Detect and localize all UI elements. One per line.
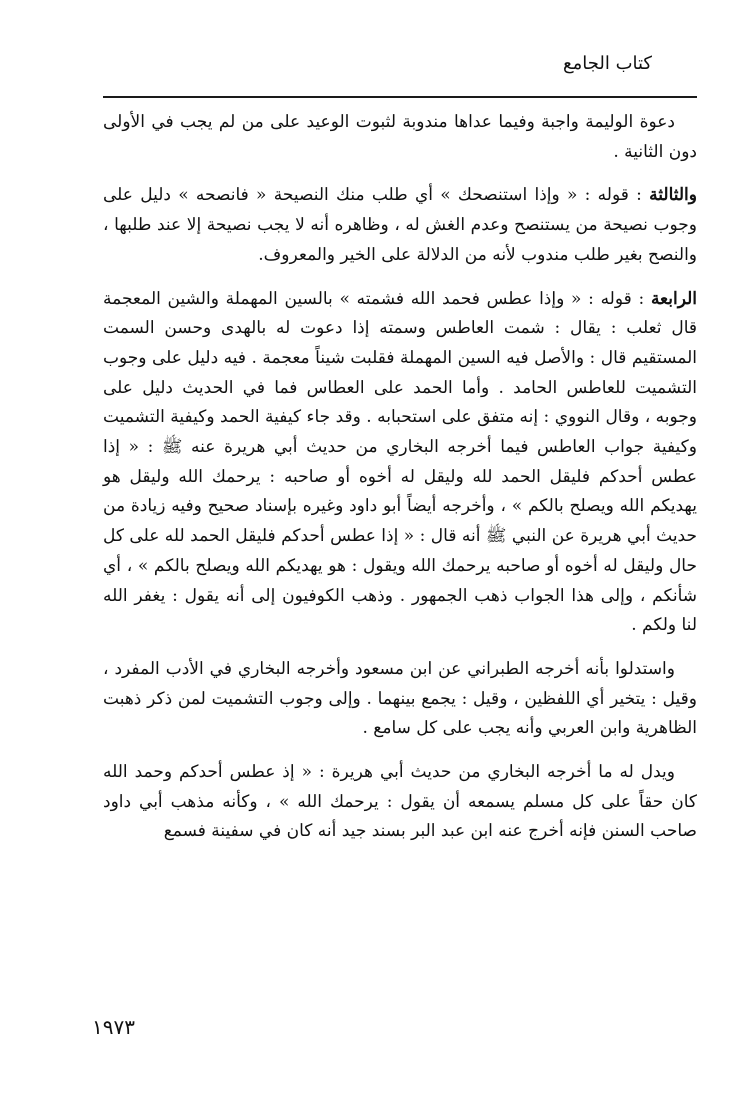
page-number: ١٩٧٣	[92, 1015, 135, 1039]
paragraph-1	[103, 108, 697, 167]
running-header-title: كتاب الجامع	[563, 53, 652, 74]
paragraph-5	[103, 758, 697, 847]
paragraph-5-text: ويدل له ما أخرجه البخاري من حديث أبي هريرة : « إذ عطس أحدكم وحمد الله كان حقاً على كل مسلم يسمعه أن يقول : يرحمك الله » ، وكأنه مذهب أبي داود صاحب السنن فإنه أخرج عنه ابن عبد البر بسند جيد أنه كان في سفينة فسمع	[103, 762, 697, 842]
paragraph-3	[103, 285, 697, 641]
paragraph-2	[103, 181, 697, 270]
main-text-block	[103, 108, 697, 861]
paragraph-2-heading: والثالثة	[649, 185, 697, 206]
paragraph-2-text: : قوله : « وإذا استنصحك » أي طلب منك النصيحة « فانصحه » دليل على وجوب نصيحة من يستنصح وعدم الغش له ، وظاهره أنه لا يجب نصيحة إلا عند طلبها ، والنصح بغير طلب مندوب لأنه من الدلالة على الخير والمعروف.	[103, 185, 697, 265]
header-divider	[103, 96, 697, 98]
paragraph-4	[103, 655, 697, 744]
paragraph-3-heading: الرابعة	[650, 288, 697, 309]
paragraph-1-text: دعوة الوليمة واجبة وفيما عداها مندوبة لثبوت الوعيد على من لم يجب في الأولى دون الثانية .	[103, 112, 697, 162]
paragraph-3-text: : قوله : « وإذا عطس فحمد الله فشمته » بالسين المهملة والشين المعجمة قال ثعلب : يقال : شمت العاطس وسمته إذا دعوت له بالهدى وحسن السمت المستقيم قال : والأصل فيه السين المهملة فقلبت شيناً معجمة . فيه دليل على وجوب التشميت للعاطس الحامد . وأما الحمد على العطاس فما في الحديث دليل على وجوبه ، وقال النووي : إنه متفق على استحبابه . وقد جاء كيفية الحمد وكيفية التشميت وكيفية جواب العاطس فيما أخرجه البخاري من حديث أبي هريرة عنه ﷺ : « إذا عطس أحدكم فليقل الحمد لله وليقل له أخوه أو صاحبه : يرحمك الله وليقل هو يهديكم الله ويصلح بالكم » ، وأخرجه أيضاً أبو داود وغيره بإسناد صحيح وفيه زيادة من حديث أبي هريرة عن النبي ﷺ أنه قال : « إذا عطس أحدكم فليقل الحمد لله على كل حال وليقل له أخوه أو صاحبه يرحمك الله ويقول : هو يهديكم الله ويصلح بالكم » ، أي شأنكم ، وإلى هذا الجواب ذهب الجمهور . وذهب الكوفيون إلى أنه يقول : يغفر الله لنا ولكم .	[103, 288, 697, 636]
paragraph-4-text: واستدلوا بأنه أخرجه الطبراني عن ابن مسعود وأخرجه البخاري في الأدب المفرد ، وقيل : يتخير أي اللفظين ، وقيل : يجمع بينهما . وإلى وجوب التشميت لمن ذكر ذهبت الظاهرية وابن العربي وأنه يجب على كل سامع .	[103, 658, 697, 739]
